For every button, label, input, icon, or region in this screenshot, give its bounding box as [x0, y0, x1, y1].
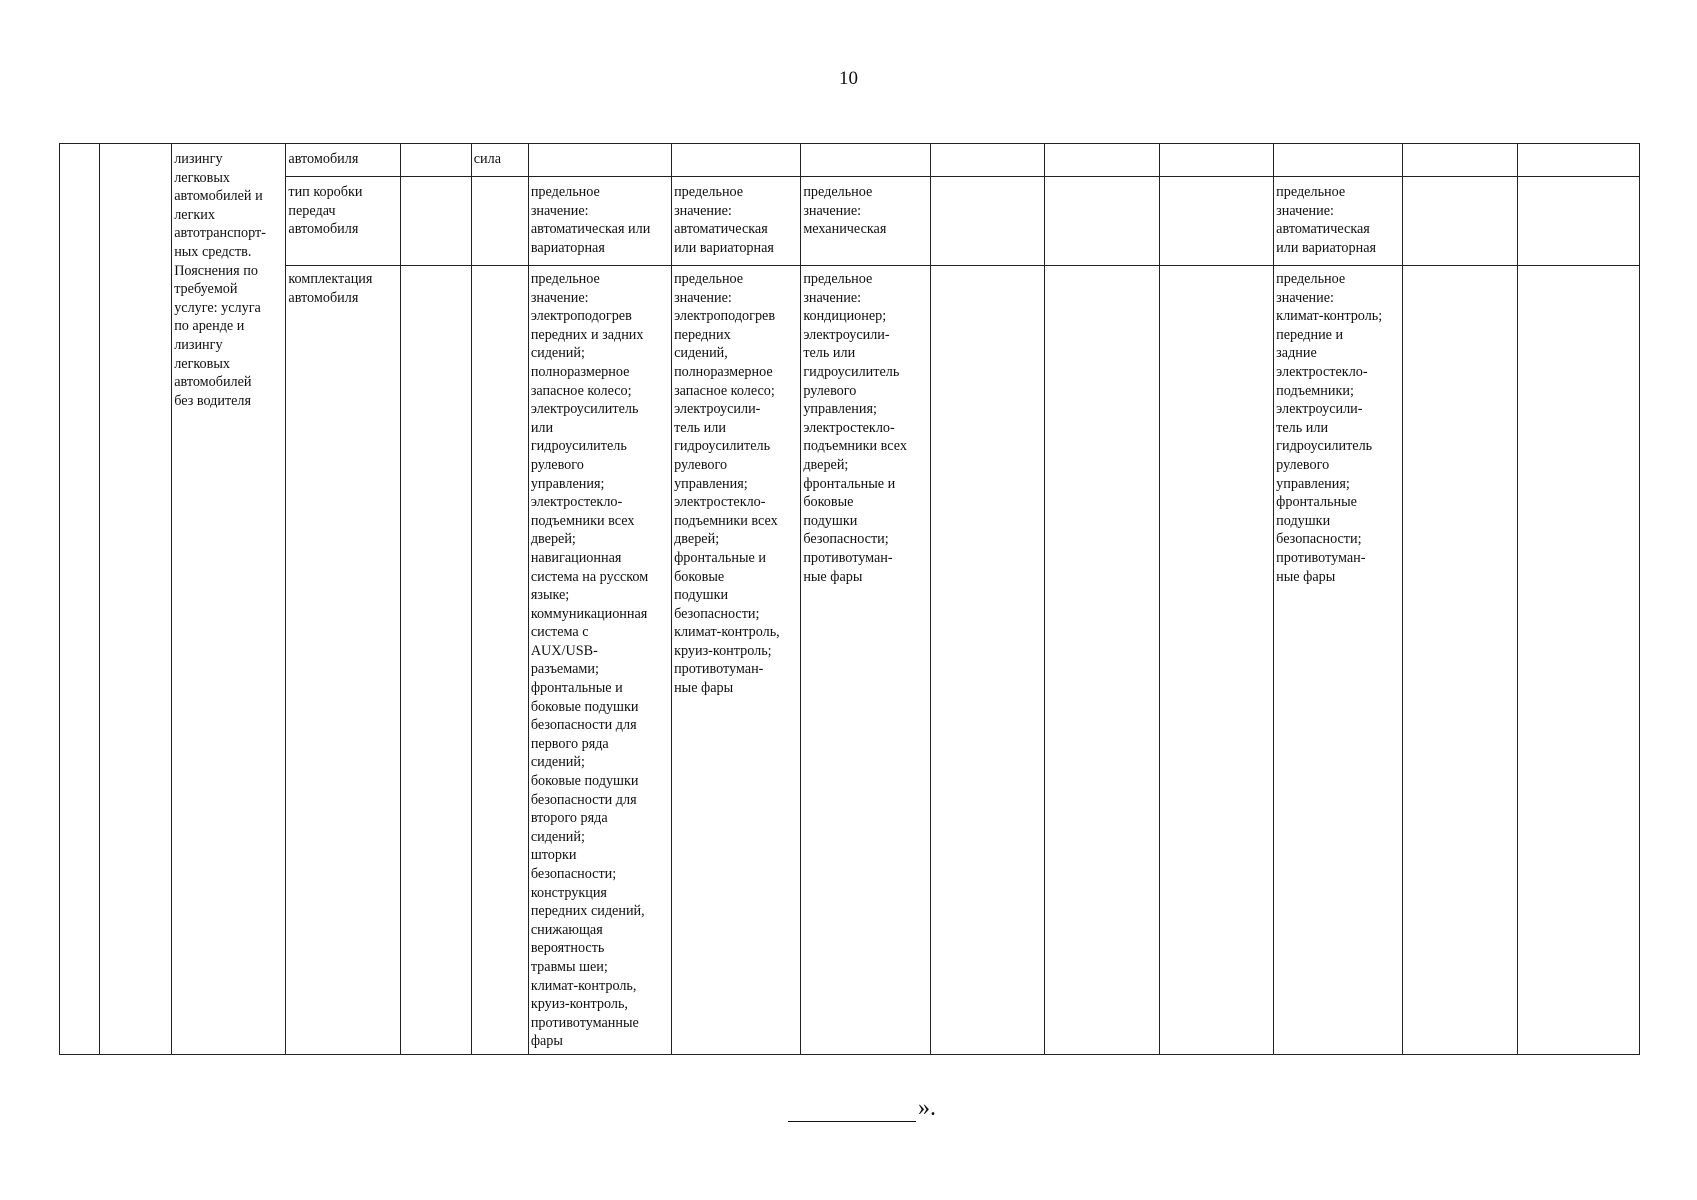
characteristic-cell: [286, 177, 400, 266]
cell-text-line: гидроусилитель: [674, 438, 771, 455]
cell-text-line: боковые подушки: [530, 698, 639, 715]
empty-cell: [1274, 144, 1403, 177]
empty-cell: [1403, 177, 1517, 266]
cell-text-line: автомобилей: [174, 374, 252, 391]
empty-cell: [801, 144, 930, 177]
cell-text-line: задние: [1276, 345, 1317, 362]
closing-line: [788, 1095, 936, 1122]
cell-text-line: второго ряда: [530, 810, 608, 827]
cell-text-line: боковые: [674, 568, 725, 585]
cell-text-line: по аренде и: [174, 318, 245, 335]
cell-text-line: электроусили-: [674, 401, 761, 418]
empty-cell: [1403, 144, 1517, 177]
cell-text-line: электростекло-: [530, 494, 623, 511]
cell-text-line: дверей;: [803, 456, 849, 473]
cell-text-line: автоматическая или: [530, 221, 651, 238]
value-cell: [528, 266, 671, 1055]
cell-text-line: тель или: [803, 345, 856, 362]
cell-text-line: передних сидений,: [530, 903, 645, 920]
cell-text-line: легких: [174, 206, 215, 223]
cell-text-line: механическая: [803, 221, 887, 238]
cell-text-line: значение:: [674, 289, 732, 306]
cell-text-line: автомобиля: [288, 221, 359, 238]
cell-text-line: ные фары: [1276, 568, 1336, 585]
cell-text-line: безопасности для: [530, 717, 637, 734]
cell-text-line: тель или: [674, 419, 726, 436]
cell-text-line: сидений,: [674, 345, 728, 362]
cell-text-line: сидений;: [530, 345, 585, 362]
unit-cell: сила: [471, 144, 528, 177]
cell-text-line: конструкция: [530, 884, 607, 901]
cell-text-line: лизингу: [174, 336, 223, 353]
cell-text-line: комплектация: [288, 271, 373, 287]
cell-text-line: подушки: [803, 512, 858, 529]
cell-text-line: автотранспорт-: [174, 225, 266, 242]
empty-cell: [471, 266, 528, 1055]
number-cell: [60, 144, 100, 1055]
cell-text-line: вероятность: [530, 940, 605, 957]
cell-text-line: предельное: [803, 184, 873, 200]
cell-text-line: подушки: [1276, 512, 1331, 529]
cell-text-line: передач: [288, 202, 336, 219]
empty-cell: [1159, 266, 1273, 1055]
cell-text-line: подъемники;: [1276, 382, 1354, 399]
cell-text-line: языке;: [530, 587, 570, 604]
empty-cell: [400, 144, 471, 177]
empty-cell: [1044, 266, 1159, 1055]
empty-cell: [930, 144, 1044, 177]
value-cell: [528, 177, 671, 266]
blank-underline: [788, 1097, 916, 1122]
cell-text-line: противотуман-: [803, 549, 893, 566]
cell-text-line: электростекло-: [1276, 363, 1368, 380]
empty-cell: [1159, 144, 1273, 177]
cell-text-line: ные фары: [674, 680, 734, 697]
cell-text-line: автомобилей и: [174, 188, 263, 205]
empty-cell: [400, 177, 471, 266]
cell-text-line: автоматическая: [1276, 221, 1370, 238]
empty-cell: [1403, 266, 1517, 1055]
cell-text-line: фронтальные и: [803, 475, 896, 492]
cell-text-line: система с: [530, 624, 589, 641]
cell-text-line: электроусилитель: [530, 401, 639, 418]
service-description-cell: [172, 144, 286, 1055]
cell-text-line: электростекло-: [674, 494, 766, 511]
empty-cell: [930, 177, 1044, 266]
cell-text-line: первого ряда: [530, 735, 609, 752]
cell-text-line: тель или: [1276, 419, 1329, 436]
cell-text-line: Пояснения по: [174, 262, 258, 279]
cell-text-line: легковых: [174, 169, 230, 186]
cell-text-line: безопасности для: [530, 791, 637, 808]
cell-text-line: электроусили-: [1276, 401, 1363, 418]
cell-text-line: подъемники всех: [530, 512, 635, 529]
cell-text-line: предельное: [674, 271, 744, 287]
cell-text-line: рулевого: [803, 382, 857, 399]
cell-text-line: фронтальные и: [674, 549, 766, 566]
cell-text-line: тип коробки: [288, 184, 363, 200]
empty-cell: [930, 266, 1044, 1055]
cell-text-line: значение:: [530, 202, 589, 219]
cell-text-line: предельное: [1276, 184, 1346, 200]
cell-text-line: полноразмерное: [674, 363, 773, 380]
cell-text-line: безопасности;: [530, 866, 617, 882]
cell-text-line: противотуман-: [1276, 549, 1366, 566]
characteristic-cell: [286, 266, 400, 1055]
cell-text-line: противотуманные: [530, 1014, 639, 1031]
cell-text-line: значение:: [803, 202, 862, 219]
cell-text-line: фронтальные и: [530, 680, 623, 697]
cell-text-line: шторки: [530, 847, 577, 864]
cell-text-line: или вариаторная: [1276, 239, 1377, 256]
cell-text-line: круиз-контроль;: [674, 642, 772, 659]
cell-text-line: климат-контроль,: [530, 977, 637, 994]
cell-text-line: фронтальные: [1276, 494, 1357, 511]
cell-text-line: навигационная: [530, 549, 622, 566]
cell-text-line: AUX/USB-: [530, 642, 598, 659]
cell-text-line: гидроусилитель: [803, 363, 900, 380]
empty-cell: [471, 177, 528, 266]
cell-text-line: предельное: [530, 271, 600, 287]
cell-text-line: климат-контроль,: [674, 624, 780, 641]
cell-text-line: фары: [530, 1033, 563, 1050]
cell-text-line: запасное колесо;: [530, 382, 632, 399]
cell-text-line: подъемники всех: [674, 512, 778, 529]
cell-text-line: запасное колесо;: [674, 382, 775, 399]
cell-text-line: безопасности;: [1276, 531, 1362, 548]
cell-text-line: передних: [674, 326, 731, 343]
table-row: [60, 266, 1640, 1055]
cell-text-line: электростекло-: [803, 419, 895, 436]
cell-text-line: электроподогрев: [674, 308, 776, 325]
cell-text-line: электроподогрев: [530, 308, 632, 325]
cell-text-line: без водителя: [174, 392, 252, 409]
value-cell: [801, 266, 930, 1055]
cell-text-line: лизингу: [174, 151, 223, 167]
cell-text-line: дверей;: [530, 531, 576, 548]
cell-text-line: или вариаторная: [674, 239, 774, 256]
cell-text-line: управления;: [530, 475, 605, 492]
cell-text-line: управления;: [674, 475, 748, 492]
cell-text-line: подушки: [674, 587, 729, 604]
cell-text-line: услуге: услуга: [174, 299, 261, 316]
cell-text-line: рулевого: [1276, 456, 1330, 473]
cell-text-line: вариаторная: [530, 239, 605, 256]
cell-text-line: легковых: [174, 355, 230, 372]
cell-text-line: травмы шеи;: [530, 958, 608, 975]
cell-text-line: подъемники всех: [803, 438, 907, 455]
cell-text-line: управления;: [1276, 475, 1350, 492]
cell-text-line: безопасности;: [674, 605, 760, 622]
cell-text-line: ных средств.: [174, 243, 252, 260]
cell-text-line: гидроусилитель: [1276, 438, 1373, 455]
cell-text-line: значение:: [674, 202, 732, 219]
cell-text-line: значение:: [1276, 289, 1334, 306]
value-cell: [1274, 266, 1403, 1055]
empty-cell: [400, 266, 471, 1055]
cell-text-line: или: [530, 419, 554, 436]
cell-text-line: предельное: [674, 184, 744, 200]
value-cell: [1274, 177, 1403, 266]
cell-text-line: боковые подушки: [530, 773, 639, 790]
cell-text-line: управления;: [803, 401, 877, 418]
cell-text-line: передних и задних: [530, 326, 644, 343]
cell-text-line: рулевого: [530, 456, 584, 473]
cell-text-line: гидроусилитель: [530, 438, 627, 455]
value-cell: [672, 177, 801, 266]
cell-text-line: значение:: [530, 289, 589, 306]
empty-cell: [1159, 177, 1273, 266]
empty-cell: [1044, 177, 1159, 266]
cell-text-line: снижающая: [530, 921, 603, 938]
empty-cell: [1044, 144, 1159, 177]
cell-text-line: сидений;: [530, 828, 585, 845]
cell-text-line: коммуникационная: [530, 605, 648, 622]
empty-cell: [1517, 177, 1639, 266]
cell-text-line: предельное: [530, 184, 600, 200]
cell-text-line: значение:: [1276, 202, 1334, 219]
closing-quote: ».: [918, 1095, 936, 1121]
cell-text-line: климат-контроль;: [1276, 308, 1383, 325]
cell-text-line: передние и: [1276, 326, 1344, 343]
cell-text-line: ные фары: [803, 568, 863, 585]
cell-text-line: автомобиля: [288, 289, 359, 306]
cell-text-line: предельное: [803, 271, 873, 287]
cell-text-line: система на русском: [530, 568, 649, 585]
cell-text-line: рулевого: [674, 456, 728, 473]
value-cell: [801, 177, 930, 266]
requirements-table: [59, 143, 1640, 1055]
code-cell: [100, 144, 172, 1055]
cell-text-line: автоматическая: [674, 221, 768, 238]
cell-text-line: значение:: [803, 289, 862, 306]
cell-text-line: разъемами;: [530, 661, 599, 678]
cell-text-line: дверей;: [674, 531, 720, 548]
empty-cell: [1517, 266, 1639, 1055]
cell-text-line: предельное: [1276, 271, 1346, 287]
empty-cell: [1517, 144, 1639, 177]
cell-text-line: кондиционер;: [803, 308, 887, 325]
cell-text-line: боковые: [803, 494, 854, 511]
empty-cell: [672, 144, 801, 177]
characteristic-cell: автомобиля: [286, 144, 400, 177]
empty-cell: [528, 144, 671, 177]
cell-text-line: полноразмерное: [530, 363, 630, 380]
cell-text-line: круиз-контроль,: [530, 996, 628, 1013]
cell-text-line: противотуман-: [674, 661, 764, 678]
page-number: 10: [839, 68, 858, 89]
cell-text-line: требуемой: [174, 281, 238, 298]
table-row: [60, 144, 1640, 177]
value-cell: [672, 266, 801, 1055]
cell-text-line: сидений;: [530, 754, 585, 771]
cell-text-line: безопасности;: [803, 531, 889, 548]
table-row: [60, 177, 1640, 266]
cell-text-line: электроусили-: [803, 326, 890, 343]
